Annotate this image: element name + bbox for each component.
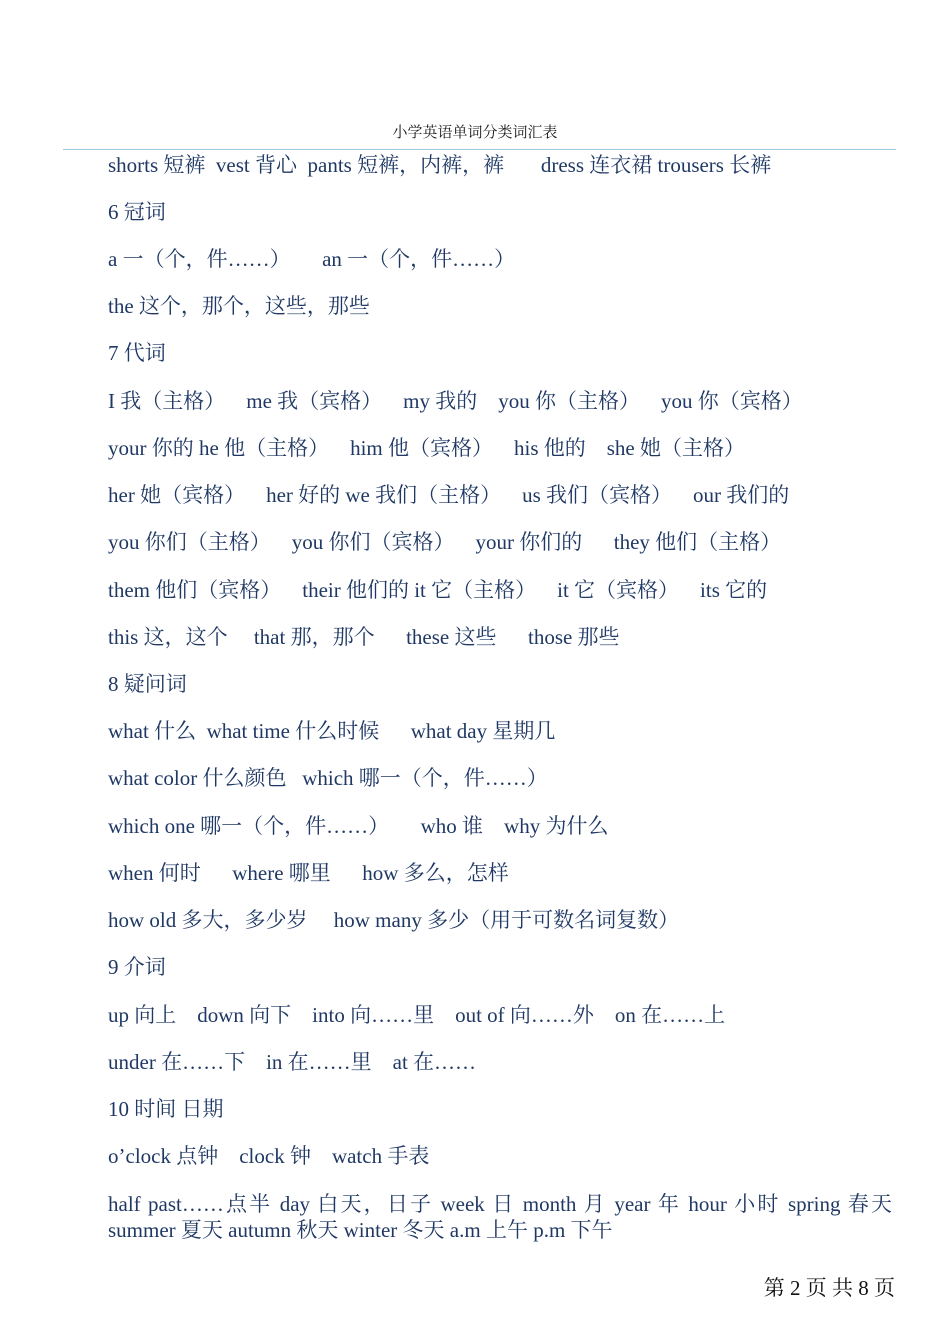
page-header-title: 小学英语单词分类词汇表 — [392, 125, 558, 141]
vocab-line: up 向上 down 向下 into 向……里 out of 向……外 on 在……上 — [108, 1003, 726, 1027]
section-heading: 10 时间 日期 — [108, 1097, 224, 1121]
vocab-line: which one 哪一（个，件……） who 谁 why 为什么 — [108, 814, 609, 838]
vocab-line: you 你们（主格） you 你们（宾格） your 你们的 they 他们（主格） — [108, 530, 782, 554]
section-heading: 9 介词 — [108, 955, 166, 979]
page-number: 第 2 页 共 8 页 — [763, 1276, 895, 1300]
header-divider — [63, 149, 896, 150]
vocab-paragraph: half past……点半 day 白天，日子 week 日 month 月 year 年 hour 小时 spring 春天 summer 夏天 autumn 秋天 winter 冬天 a.m 上午 p.m 下午 — [108, 1192, 892, 1242]
vocab-line: them 他们（宾格） their 他们的 it 它（主格） it 它（宾格） its 它的 — [108, 578, 768, 602]
vocab-line: how old 多大，多少岁 how many 多少（用于可数名词复数） — [108, 908, 680, 932]
vocab-line: when 何时 where 哪里 how 多么，怎样 — [108, 861, 509, 885]
section-heading: 6 冠词 — [108, 200, 166, 224]
vocab-line: under 在……下 in 在……里 at 在…… — [108, 1050, 477, 1074]
vocab-line: the 这个，那个，这些，那些 — [108, 294, 370, 318]
vocab-line: I 我（主格） me 我（宾格） my 我的 you 你（主格） you 你（宾格） — [108, 389, 803, 413]
vocab-line: this 这，这个 that 那，那个 these 这些 those 那些 — [108, 625, 620, 649]
vocab-line: your 你的 he 他（主格） him 他（宾格） his 他的 she 她（主格） — [108, 436, 745, 460]
vocab-line: a 一（个，件……） an 一（个，件……） — [108, 247, 516, 271]
vocab-line: o’clock 点钟 clock 钟 watch 手表 — [108, 1144, 430, 1168]
vocab-line: shorts 短裤 vest 背心 pants 短裤，内裤，裤 dress 连衣裙 trousers 长裤 — [108, 153, 772, 177]
section-heading: 7 代词 — [108, 341, 166, 365]
section-heading: 8 疑问词 — [108, 672, 187, 696]
vocab-line: what 什么 what time 什么时候 what day 星期几 — [108, 719, 556, 743]
vocab-line: what color 什么颜色 which 哪一（个，件……） — [108, 766, 548, 790]
vocab-line: her 她（宾格） her 好的 we 我们（主格） us 我们（宾格） our 我们的 — [108, 483, 790, 507]
